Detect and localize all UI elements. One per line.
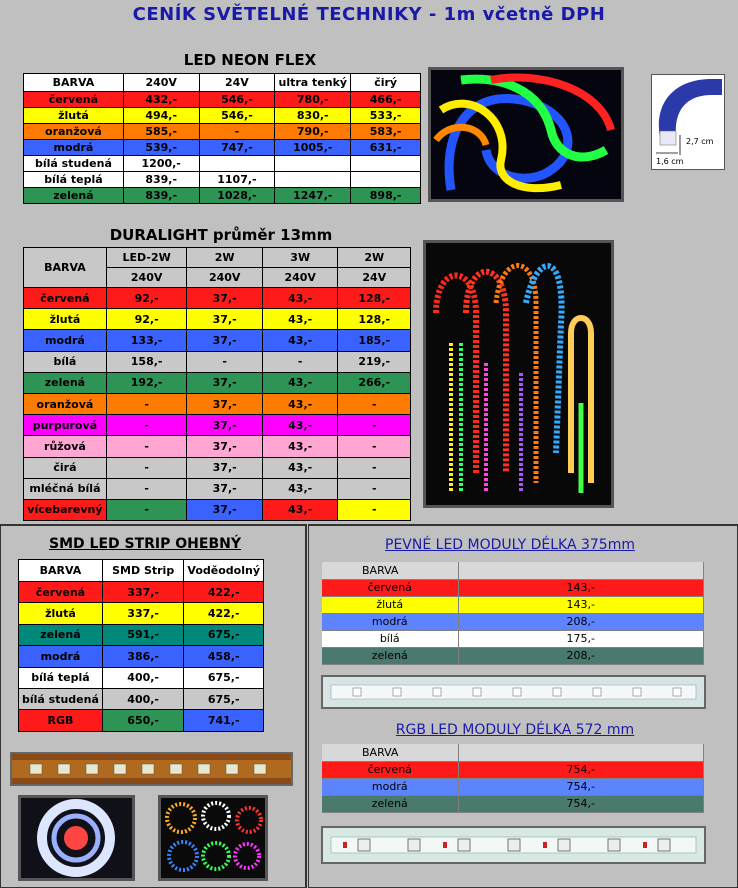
table-row: [24, 415, 411, 436]
price-cell: 583,-: [351, 124, 421, 140]
color-label: červená: [322, 579, 458, 596]
price-cell: 43,-: [262, 372, 338, 393]
color-label: zelená: [24, 188, 124, 204]
price-cell: 37,-: [187, 436, 263, 457]
table-row: [24, 330, 411, 351]
table-row: [322, 795, 704, 812]
price-cell: 754,-: [458, 761, 704, 778]
neon-profile-diagram: [651, 74, 725, 170]
color-label: mléčná bílá: [24, 478, 107, 499]
price-cell: 37,-: [187, 330, 263, 351]
column-header: 2W: [338, 248, 411, 268]
column-header: BARVA: [322, 744, 458, 761]
color-label: žlutá: [24, 108, 124, 124]
table-header-row: [322, 744, 704, 761]
duralight-section-title: DURALIGHT průměr 13mm: [109, 226, 333, 244]
price-cell: 92,-: [106, 288, 187, 309]
color-label: modrá: [24, 330, 107, 351]
price-cell: 675,-: [184, 688, 264, 709]
page-title: CENÍK SVĚTELNÉ TECHNIKY - 1m včetně DPH: [132, 4, 606, 25]
table-row: [19, 667, 264, 688]
table-row: [24, 393, 411, 414]
duralight-price-table: [23, 247, 411, 521]
price-cell: 337,-: [102, 582, 184, 603]
color-label: oranžová: [24, 393, 107, 414]
price-cell: 1005,-: [275, 140, 351, 156]
price-cell: 92,-: [106, 309, 187, 330]
price-cell: 400,-: [102, 667, 184, 688]
color-label: RGB: [19, 710, 103, 731]
price-cell: 585,-: [123, 124, 199, 140]
price-cell: 839,-: [123, 172, 199, 188]
smd-strip-image: [10, 752, 293, 786]
table-row: [24, 457, 411, 478]
color-label: purpurová: [24, 415, 107, 436]
table-row: [322, 596, 704, 613]
table-row: [24, 436, 411, 457]
price-cell: 43,-: [262, 436, 338, 457]
price-cell: 37,-: [187, 288, 263, 309]
rgb-modules-section-title: RGB LED MODULY DÉLKA 572 mm: [395, 722, 635, 738]
column-subheader: 240V: [187, 268, 263, 288]
price-cell: 1200,-: [123, 156, 199, 172]
table-header-row: [19, 560, 264, 582]
price-cell: 192,-: [106, 372, 187, 393]
smd-price-table: [18, 559, 264, 732]
price-cell: 650,-: [102, 710, 184, 731]
price-cell: 675,-: [184, 667, 264, 688]
price-cell: 422,-: [184, 603, 264, 624]
price-cell: 43,-: [262, 288, 338, 309]
column-subheader: 24V: [338, 268, 411, 288]
price-cell: 546,-: [199, 92, 275, 108]
price-cell: 494,-: [123, 108, 199, 124]
price-cell: 754,-: [458, 795, 704, 812]
price-cell: 143,-: [458, 596, 704, 613]
table-row: [19, 603, 264, 624]
color-label: modrá: [322, 613, 458, 630]
column-header: čirý: [351, 74, 421, 92]
color-label: čirá: [24, 457, 107, 478]
price-cell: 839,-: [123, 188, 199, 204]
smd-section-title: SMD LED STRIP OHEBNÝ: [49, 536, 241, 552]
color-label: oranžová: [24, 124, 124, 140]
table-row: [24, 188, 421, 204]
table-row: [24, 351, 411, 372]
price-cell: 37,-: [187, 457, 263, 478]
table-row: [322, 579, 704, 596]
price-cell: -: [106, 415, 187, 436]
color-label: žlutá: [322, 596, 458, 613]
color-label: červená: [19, 582, 103, 603]
price-cell: 37,-: [187, 372, 263, 393]
table-header-row: [322, 562, 704, 579]
price-cell: 208,-: [458, 613, 704, 630]
price-cell: [275, 172, 351, 188]
column-header: 3W: [262, 248, 338, 268]
price-cell: -: [338, 436, 411, 457]
price-cell: 185,-: [338, 330, 411, 351]
price-cell: -: [338, 415, 411, 436]
column-header: BARVA: [24, 74, 124, 92]
price-cell: 458,-: [184, 646, 264, 667]
price-cell: 219,-: [338, 351, 411, 372]
price-cell: 422,-: [184, 582, 264, 603]
price-cell: -: [338, 478, 411, 499]
price-cell: 337,-: [102, 603, 184, 624]
color-label: bílá teplá: [19, 667, 103, 688]
price-cell: -: [106, 436, 187, 457]
price-cell: 830,-: [275, 108, 351, 124]
table-row: [24, 309, 411, 330]
color-label: žlutá: [19, 603, 103, 624]
color-label: žlutá: [24, 309, 107, 330]
column-header: 240V: [123, 74, 199, 92]
column-header: Voděodolný: [184, 560, 264, 582]
price-cell: 175,-: [458, 630, 704, 647]
price-cell: 266,-: [338, 372, 411, 393]
modules-price-table: [322, 562, 704, 665]
color-label: růžová: [24, 436, 107, 457]
price-cell: 780,-: [275, 92, 351, 108]
column-subheader: 240V: [262, 268, 338, 288]
color-label: modrá: [322, 778, 458, 795]
modules-section-title: PEVNÉ LED MODULY DÉLKA 375mm: [385, 537, 635, 553]
price-cell: 43,-: [262, 499, 338, 520]
price-cell: -: [338, 499, 411, 520]
table-row: [322, 630, 704, 647]
smd-colors-photo: [158, 795, 268, 881]
price-cell: 546,-: [199, 108, 275, 124]
price-cell: 43,-: [262, 330, 338, 351]
price-cell: 43,-: [262, 393, 338, 414]
price-cell: 386,-: [102, 646, 184, 667]
price-cell: 741,-: [184, 710, 264, 731]
column-header: BARVA: [322, 562, 458, 579]
neon-flex-photo: [428, 67, 624, 202]
price-cell: -: [106, 457, 187, 478]
price-cell: 747,-: [199, 140, 275, 156]
column-header: 24V: [199, 74, 275, 92]
table-row: [24, 372, 411, 393]
price-cell: 37,-: [187, 393, 263, 414]
table-row: [24, 124, 421, 140]
column-subheader: 240V: [106, 268, 187, 288]
neon-dim-height: 2,7 cm: [686, 137, 714, 146]
table-row: [24, 478, 411, 499]
price-cell: 128,-: [338, 288, 411, 309]
color-label: zelená: [19, 624, 103, 645]
table-row: [322, 761, 704, 778]
neon-price-table: [23, 73, 421, 204]
price-cell: 43,-: [262, 457, 338, 478]
color-label: zelená: [24, 372, 107, 393]
column-header: ultra tenký: [275, 74, 351, 92]
price-cell: -: [187, 351, 263, 372]
price-cell: -: [106, 393, 187, 414]
price-cell: 631,-: [351, 140, 421, 156]
price-cell: 466,-: [351, 92, 421, 108]
price-cell: 432,-: [123, 92, 199, 108]
color-label: bílá: [24, 351, 107, 372]
price-cell: 37,-: [187, 415, 263, 436]
price-cell: 675,-: [184, 624, 264, 645]
column-header: SMD Strip: [102, 560, 184, 582]
column-header: LED-2W: [106, 248, 187, 268]
table-row: [24, 156, 421, 172]
price-cell: 1107,-: [199, 172, 275, 188]
price-cell: 1247,-: [275, 188, 351, 204]
price-cell: -: [338, 457, 411, 478]
price-cell: -: [199, 124, 275, 140]
price-cell: 43,-: [262, 415, 338, 436]
column-header: [458, 744, 704, 761]
table-row: [19, 582, 264, 603]
price-cell: 43,-: [262, 478, 338, 499]
color-label: modrá: [19, 646, 103, 667]
color-label: červená: [24, 92, 124, 108]
table-row: [19, 646, 264, 667]
price-cell: 539,-: [123, 140, 199, 156]
table-row: [24, 288, 411, 309]
price-cell: 898,-: [351, 188, 421, 204]
color-label: bílá teplá: [24, 172, 124, 188]
color-label: zelená: [322, 795, 458, 812]
price-cell: -: [338, 393, 411, 414]
price-cell: 158,-: [106, 351, 187, 372]
table-row: [322, 647, 704, 664]
column-header: BARVA: [24, 248, 107, 288]
table-row: [322, 613, 704, 630]
column-header: BARVA: [19, 560, 103, 582]
rgb-modules-price-table: [322, 744, 704, 813]
price-cell: [351, 172, 421, 188]
price-cell: 133,-: [106, 330, 187, 351]
price-cell: 400,-: [102, 688, 184, 709]
neon-section-title: LED NEON FLEX: [183, 51, 317, 69]
duralight-photo: [423, 240, 614, 508]
table-row: [19, 624, 264, 645]
color-label: bílá: [322, 630, 458, 647]
price-cell: 533,-: [351, 108, 421, 124]
color-label: bílá studená: [24, 156, 124, 172]
price-cell: -: [106, 478, 187, 499]
table-row: [24, 92, 421, 108]
color-label: červená: [322, 761, 458, 778]
table-row: [24, 499, 411, 520]
price-cell: 37,-: [187, 499, 263, 520]
color-label: červená: [24, 288, 107, 309]
table-row: [24, 108, 421, 124]
column-header: 2W: [187, 248, 263, 268]
rgb-strip-image: [321, 826, 706, 864]
price-cell: [351, 156, 421, 172]
table-row: [322, 778, 704, 795]
smd-reel-photo: [18, 795, 135, 881]
price-cell: [275, 156, 351, 172]
color-label: vícebarevný: [24, 499, 107, 520]
price-cell: 754,-: [458, 778, 704, 795]
price-cell: 208,-: [458, 647, 704, 664]
price-cell: [199, 156, 275, 172]
price-cell: 790,-: [275, 124, 351, 140]
price-cell: 143,-: [458, 579, 704, 596]
table-row: [24, 140, 421, 156]
price-cell: 591,-: [102, 624, 184, 645]
price-cell: 43,-: [262, 309, 338, 330]
table-header-row: [24, 248, 411, 268]
color-label: zelená: [322, 647, 458, 664]
neon-dim-width: 1,6 cm: [656, 157, 684, 166]
price-cell: 1028,-: [199, 188, 275, 204]
price-cell: 128,-: [338, 309, 411, 330]
column-header: [458, 562, 704, 579]
price-cell: 37,-: [187, 309, 263, 330]
table-row: [19, 710, 264, 731]
table-row: [19, 688, 264, 709]
price-cell: -: [262, 351, 338, 372]
price-cell: 37,-: [187, 478, 263, 499]
module-strip-image: [321, 675, 706, 709]
table-header-row: [24, 74, 421, 92]
price-cell: -: [106, 499, 187, 520]
color-label: modrá: [24, 140, 124, 156]
table-row: [24, 172, 421, 188]
color-label: bílá studená: [19, 688, 103, 709]
